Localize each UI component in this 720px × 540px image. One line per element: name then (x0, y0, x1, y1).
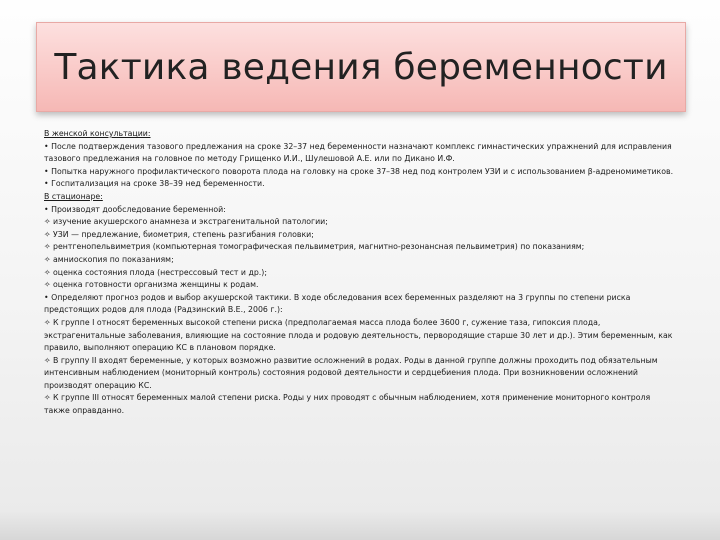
list-item: • Определяют прогноз родов и выбор акушерской тактики. В ходе обследования всех беременных разделяют на 3 группы по степени риска предстоящих родов для плода (Радзинский В.Е., 2006 г.): (44, 292, 631, 315)
sub-list-item: ✧ В группу II входят беременные, у которых возможно развитие осложнений в родах. Роды в данной группе должны проходить под обязательным интенсивным наблюдением (мониторный контроль) состояния родовой деятельности и сердцебиения плода. При возникновении осложнений производят операцию КС. (44, 355, 658, 390)
sub-list-item: ✧ амниоскопия по показаниям; (44, 254, 174, 264)
sub-list-item: ✧ оценка готовности организма женщины к родам. (44, 280, 259, 290)
sub-list-item: ✧ оценка состояния плода (нестрессовый тест и др.); (44, 267, 267, 277)
section-heading-antenatal-clinic: В женской консультации: (44, 129, 151, 138)
list-item: • После подтверждения тазового предлежания на сроке 32–37 нед беременности назначают комплекс гимнастических упражнений для исправления тазового предлежания на головное по методу Грищенко И.И., Шулешовой А.Е. или по Дикано И.Ф. (44, 141, 672, 164)
sub-list-item: ✧ К группе III относят беременных малой степени риска. Роды у них проводят с обычным наблюдением, хотя применение мониторного контроля также оправданно. (44, 393, 651, 416)
sub-list-item: ✧ К группе I относят беременных высокой степени риска (предполагаемая масса плода более 3600 г, сужение таза, гипоксия плода, экстрагенитальные заболевания, влияющие на состояние плода и родовую деятельность, первородящие старше 30 лет и др.). Этим беременным, как правило, выполняют операцию КС в плановом порядке. (44, 317, 673, 353)
slide-body (44, 128, 678, 418)
list-item: • Попытка наружного профилактического поворота плода на головку на сроке 37–38 нед под контролем УЗИ и с использованием β-адреномиметиков. (44, 166, 674, 176)
slide-bottom-shadow (0, 510, 720, 540)
sub-list-item: ✧ изучение акушерского анамнеза и экстрагенитальной патологии; (44, 217, 328, 227)
title-box (36, 22, 686, 112)
list-item: • Госпитализация на сроке 38–39 нед беременности. (44, 179, 265, 189)
section-heading-hospital: В стационаре: (44, 191, 103, 201)
list-item: • Производят дообследование беременной: (44, 204, 226, 214)
sub-list-item: ✧ УЗИ — предлежание, биометрия, степень разгибания головки; (44, 229, 314, 239)
slide-title: Тактика ведения беременности (54, 46, 668, 88)
sub-list-item: ✧ рентгенопельвиметрия (компьютерная томографическая пельвиметрия, магнитно-резонансная пельвиметрия) по показаниям; (44, 242, 585, 252)
